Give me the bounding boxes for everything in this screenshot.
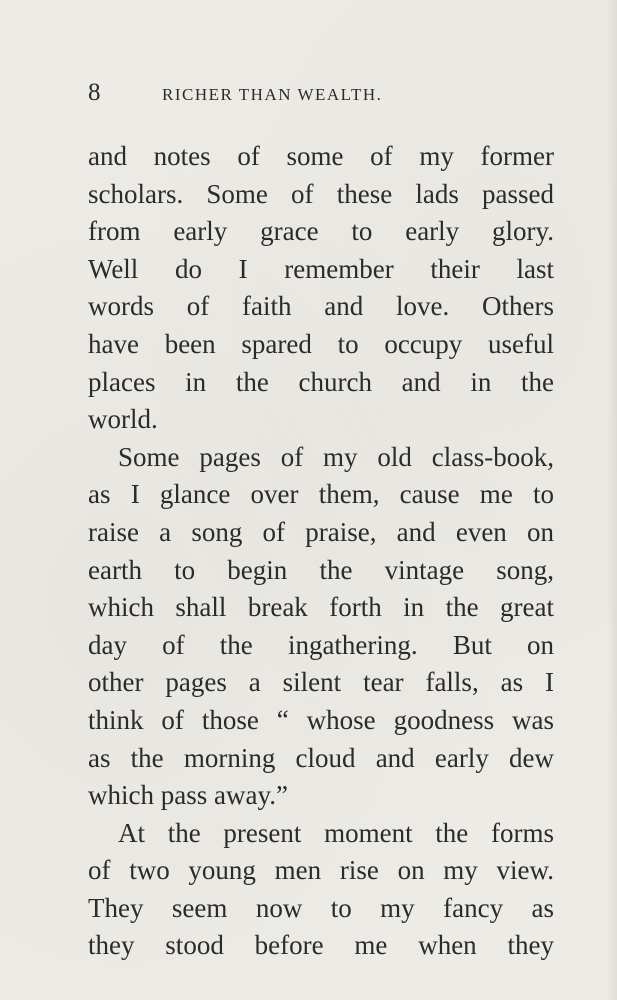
text-line: world. bbox=[88, 404, 158, 435]
text-line: Well do I remember their last bbox=[88, 253, 554, 284]
text-line: have been spared to occupy useful bbox=[88, 328, 554, 359]
text-line: raise a song of praise, and even on bbox=[88, 516, 554, 547]
text-line: from early grace to early glory. bbox=[88, 216, 554, 247]
running-title: RICHER THAN WEALTH. bbox=[162, 85, 383, 104]
text-line: which pass away.” bbox=[88, 780, 288, 811]
text-line: as I glance over them, cause me to bbox=[88, 479, 554, 510]
text-line: they stood before me when they bbox=[88, 930, 554, 961]
text-line: Some pages of my old class-book, bbox=[118, 441, 554, 472]
page-header bbox=[88, 78, 548, 112]
page-edge-shadow bbox=[607, 0, 617, 1000]
text-line: day of the ingathering. But on bbox=[88, 629, 554, 660]
page-number: 8 bbox=[88, 79, 101, 106]
body-text bbox=[88, 138, 554, 965]
text-line: as the morning cloud and early dew bbox=[88, 742, 554, 773]
text-line: scholars. Some of these lads passed bbox=[88, 178, 554, 209]
text-line: and notes of some of my former bbox=[88, 141, 554, 171]
text-line: think of those “ whose goodness was bbox=[88, 704, 554, 735]
text-line: earth to begin the vintage song, bbox=[88, 554, 554, 585]
text-line: They seem now to my fancy as bbox=[88, 892, 554, 923]
text-line: words of faith and love. Others bbox=[88, 291, 554, 322]
text-line: places in the church and in the bbox=[88, 366, 554, 397]
text-line: other pages a silent tear falls, as I bbox=[88, 667, 554, 698]
text-line: At the present moment the forms bbox=[118, 817, 554, 848]
text-line: which shall break forth in the great bbox=[88, 592, 554, 623]
text-line: of two young men rise on my view. bbox=[88, 855, 554, 886]
